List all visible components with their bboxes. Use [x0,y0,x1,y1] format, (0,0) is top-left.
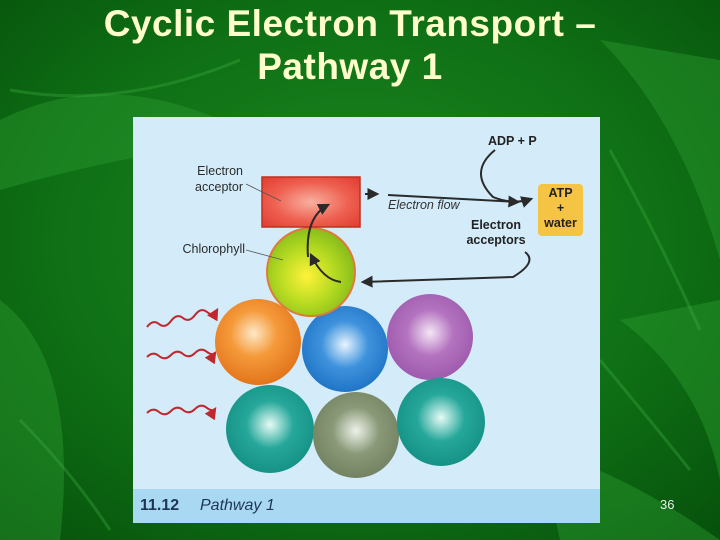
chlorophyll-label: Chlorophyll [182,242,245,256]
pigment-sphere-orange [215,299,301,385]
pigment-sphere-teal-left [226,385,314,473]
pigment-sphere-blue [302,306,388,392]
pigment-sphere-teal-right [397,378,485,466]
light-wave-2 [147,350,215,359]
figure-caption: Pathway 1 [200,497,275,514]
pathway-figure [133,117,600,523]
adp-p-label: ADP + P [488,134,537,148]
slide-title [20,2,680,88]
page-number: 36 [660,497,675,512]
electron-acceptor-label-line2: acceptor [195,180,243,194]
water-label: water [544,216,577,230]
electron-acceptors-label-line1: Electron [470,218,521,232]
acceptors-return-arrow [363,252,529,282]
electron-acceptors-label [459,218,533,248]
slide-title-line2: Pathway 1 [257,46,443,87]
atp-box [538,184,583,236]
light-wave-1 [147,310,217,327]
chlorophyll-sphere [267,228,355,316]
adp-to-atp-arrow [481,150,531,202]
figure-number: 11.12 [140,497,180,514]
electron-acceptor-label-line1: Electron [197,164,243,178]
pigment-sphere-purple [387,294,473,380]
slide-title-line1: Cyclic Electron Transport – [103,3,597,44]
atp-plus-label: + [556,201,565,215]
electron-acceptor-box [262,177,360,227]
light-wave-3 [147,406,215,415]
electron-acceptors-label-line2: acceptors [466,233,526,247]
electron-acceptor-label [181,163,243,195]
atp-label: ATP [548,186,573,200]
pigment-sphere-gray [313,392,399,478]
electron-flow-label: Electron flow [388,198,460,212]
